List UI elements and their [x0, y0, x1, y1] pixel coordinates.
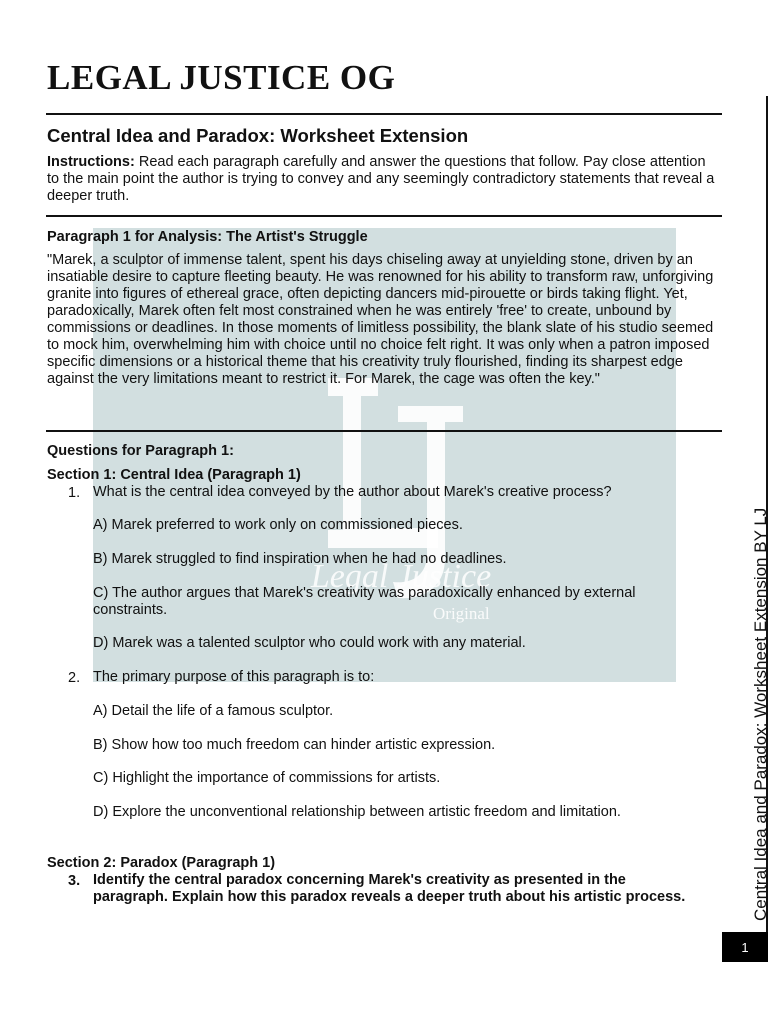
divider	[46, 430, 722, 432]
questions-heading: Questions for Paragraph 1:	[47, 443, 234, 459]
answer-option: D) Marek was a talented sculptor who could work with any material.	[93, 635, 526, 651]
question-text: The primary purpose of this paragraph is to:	[93, 669, 375, 685]
page-number: 1	[722, 932, 768, 962]
page-title: Central Idea and Paradox: Worksheet Extension	[47, 125, 469, 146]
answer-option: A) Detail the life of a famous sculptor.	[93, 703, 334, 719]
question-text: Identify the central paradox concerning Marek's creativity as presented in the paragraph. Explain how this paradox reveals a deeper truth about his artistic process.	[93, 872, 686, 905]
answer-option: A) Marek preferred to work only on commissioned pieces.	[93, 517, 463, 533]
watermark-word: Legal Justice	[310, 558, 492, 595]
answer-option: C) The author argues that Marek's creativity was paradoxically enhanced by external constraints.	[93, 585, 636, 618]
instructions-text: Read each paragraph carefully and answer the questions that follow. Pay close attention to the main point the author is trying to convey and any seemingly contradictory statements that reveal a deeper truth.	[47, 154, 715, 204]
instructions-label: Instructions:	[47, 154, 135, 170]
section-heading: Section 1: Central Idea (Paragraph 1)	[47, 467, 301, 483]
paragraph-text: "Marek, a sculptor of immense talent, spent his days chiseling away at unyielding stone, driven by an insatiable desire to capture fleeting beauty. He was renowned for his ability to transform raw, unforgiving granite into figures of ethereal grace, often depicting dancers mid-pirouette or birds taking flight. Yet, paradoxically, Marek often felt most constrained when he was entirely 'free' to create, unbound by commissions or deadlines. In those moments of limitless possibility, the blank slate of his studio seemed to mock him, overwhelming him with choice until no choice felt right. It was only when a patron imposed specific dimensions or a historical theme that his creativity truly flourished, finding its sharpest edge against the very limitations meant to restrict it. For Marek, the cage was often the key."	[47, 252, 714, 387]
instructions	[47, 154, 719, 205]
answer-option: B) Show how too much freedom can hinder artistic expression.	[93, 737, 496, 753]
divider	[46, 113, 722, 115]
question-text: What is the central idea conveyed by the author about Marek's creative process?	[93, 484, 612, 500]
watermark-sub: Original	[433, 604, 490, 623]
divider	[46, 215, 722, 217]
question-number: 2.	[68, 670, 81, 686]
answer-option: B) Marek struggled to find inspiration when he had no deadlines.	[93, 551, 507, 567]
question-number: 1.	[68, 485, 81, 501]
answer-option: C) Highlight the importance of commissions for artists.	[93, 770, 441, 786]
question-number: 3.	[68, 873, 81, 889]
paragraph-heading: Paragraph 1 for Analysis: The Artist's Struggle	[47, 229, 368, 245]
sidebar-title: Central Idea and Paradox: Worksheet Extension BY LJ	[751, 507, 770, 921]
brand-title: LEGAL JUSTICE OG	[47, 58, 396, 97]
answer-option: D) Explore the unconventional relationship between artistic freedom and limitation.	[93, 804, 621, 820]
section-heading: Section 2: Paradox (Paragraph 1)	[47, 855, 276, 871]
